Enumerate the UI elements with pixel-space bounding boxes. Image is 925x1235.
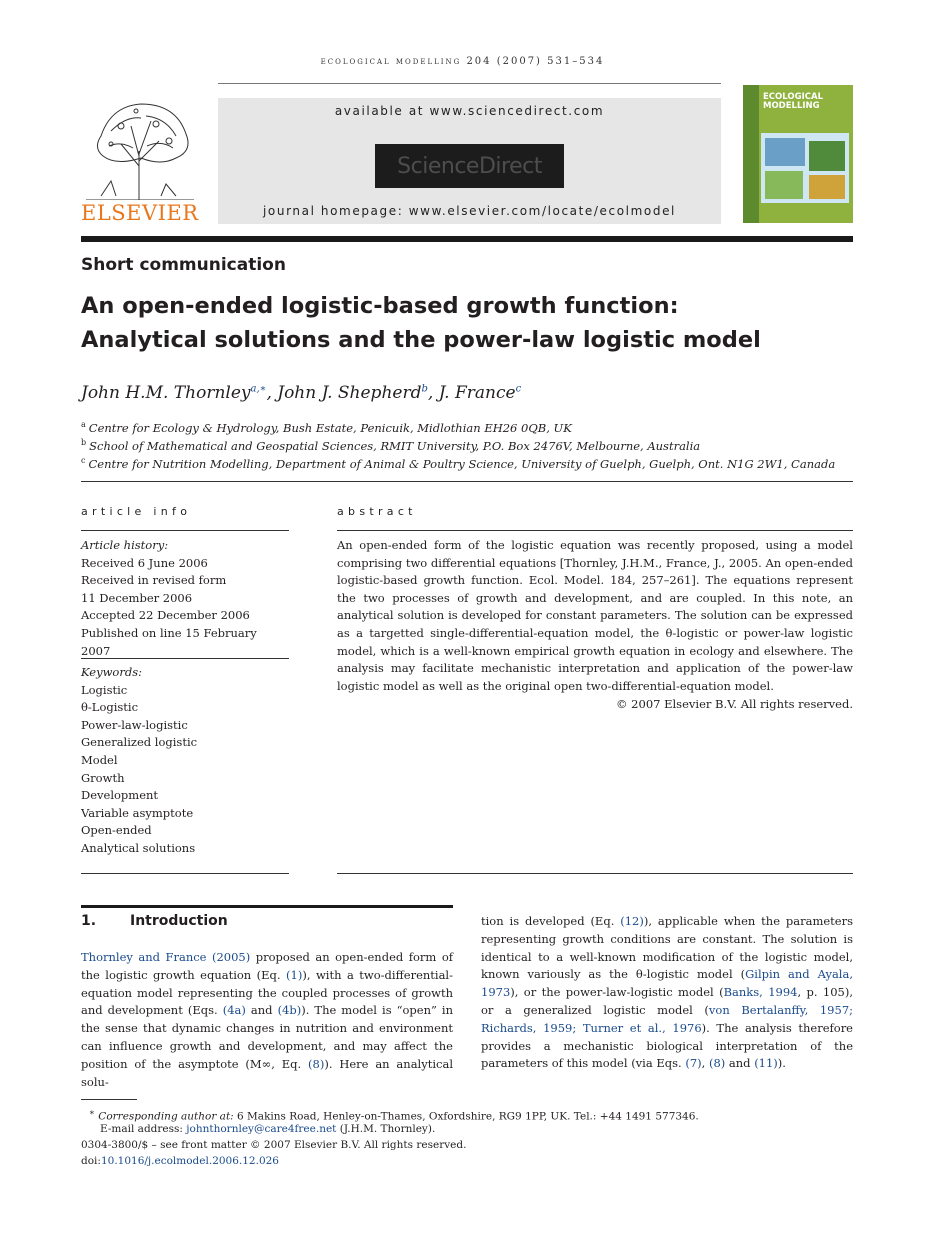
intro-column-1: Thornley and France (2005) proposed an open-ended form of the logistic growth equation (Eq. (1)), with a two-differential-equation model representing the coupled processes of growth and development (Eqs. (4a) and (4b)). The model is “open” in the sense that dynamic changes in nutrition and environment can influence growth and development, and may affect the position of the asymptote (M∞, Eq. (8)). Here an analytical solu- [81, 950, 454, 1089]
issn-line: 0304-3800/$ – see front matter © 2007 Elsevier B.V. All rights reserved. [81, 1139, 467, 1151]
journal-cover[interactable] [743, 85, 853, 223]
article-info-rule [81, 530, 289, 531]
affiliation: $^c$ Centre for Nutrition Modelling, Department of Animal & Poultry Science, University of Guelph, Guelph, Ont. N1G 2W1, Canada [81, 456, 836, 471]
header-rule [218, 83, 721, 84]
keyword: Power-law-logistic [81, 717, 188, 732]
masthead-rule [81, 236, 853, 242]
doi-line: doi:10.1016/j.ecolmodel.2006.12.026 [81, 1155, 279, 1167]
section-title: Introduction [130, 913, 228, 929]
history-label: Article history: [81, 538, 169, 552]
doi-link[interactable]: 10.1016/j.ecolmodel.2006.12.026 [100, 1155, 279, 1167]
history-item: Published on line 15 February 2007 [81, 625, 257, 658]
article-info-heading: article info [81, 505, 192, 518]
email-note: E-mail address: johnthornley@care4free.net (J.H.M. Thornley). [100, 1123, 436, 1135]
author-affil-link[interactable]: b [421, 383, 428, 395]
equation-link[interactable]: (8) [708, 1056, 726, 1071]
affiliation: $^a$ Centre for Ecology & Hydrology, Bush Estate, Penicuik, Midlothian EH26 0QB, UK [81, 420, 572, 435]
corresponding-author-note: ∗ Corresponding author at: 6 Makins Road, Henley-on-Thames, Oxfordshire, RG9 1PP, UK. Tel.: +44 1491 577346. [89, 1108, 699, 1123]
abstract-text: An open-ended form of the logistic equation was recently proposed, using a model comprising two differential equations [Thornley, J.H.M., France, J., 2005. An open-ended logistic-based growth function. Ecol. Model. 184, 257–261]. The equations represent the two processes of growth and development, and are coupled. In this note, an analytical solution is developed for constant parameters. The solution can be expressed as a targetted single-differential-equation model, the θ-logistic or power-law logistic model, which is a well-known empirical growth equation in ecology and elsewhere. The analysis may facilitate mechanistic interpretation and application of the power-law logistic model as well as the original open two-differential-equation model. [337, 538, 853, 693]
email-link[interactable]: johnthornley@care4free.net [186, 1123, 337, 1135]
equation-link[interactable]: (4b) [277, 1003, 302, 1018]
equation-link[interactable]: (4a) [222, 1003, 246, 1018]
author-affil-link[interactable]: a,∗ [250, 383, 267, 395]
keywords-label: Keywords: [81, 665, 142, 679]
title-line: Analytical solutions and the power-law logistic model [81, 327, 761, 353]
intro-column-2: tion is developed (Eq. (12)), applicable when the parameters representing growth conditions are constant. The solution is identical to a well-known modification of the logistic model, known variously as the θ-logistic model (Gilpin and Ayala, 1973), or the power-law-logistic model (Banks, 1994, p. 105), or a generalized logistic model (von Bertalanffy, 1957; Richards, 1959; Turner et al., 1976). The analysis therefore provides a mechanistic biological interpretation of the parameters of this model (via Eqs. (7), (8) and (11)). [481, 914, 854, 1071]
cover-title: ECOLOGICAL MODELLING [763, 92, 823, 111]
article-title [81, 289, 853, 357]
availability-text[interactable]: available at www.sciencedirect.com [334, 104, 605, 118]
citation-link[interactable]: Banks, 1994 [723, 985, 798, 1000]
equation-link[interactable]: (11) [754, 1056, 778, 1071]
article-type: Short communication [81, 255, 286, 275]
keywords-rule [81, 658, 289, 659]
section-number: 1. [81, 913, 97, 929]
citation-link[interactable]: Gilpin and Ayala, 1973 [481, 967, 853, 1000]
author-list: John H.M. Thornley$^{a,∗}$, John J. Shepherd$^b$, J. France$^c$ [81, 383, 522, 403]
keyword: Logistic [81, 682, 128, 697]
sciencedirect-logo[interactable]: ScienceDirect [375, 144, 564, 188]
elsevier-tree-logo [81, 96, 199, 200]
equation-link[interactable]: (12) [620, 914, 644, 928]
citation-link[interactable]: Thornley and France (2005) [81, 950, 251, 964]
elsevier-wordmark: ELSEVIER [81, 201, 199, 225]
equation-link[interactable]: (7) [685, 1056, 702, 1071]
equation-link[interactable]: (8) [308, 1056, 325, 1071]
article-info-bottom-rule [81, 873, 289, 874]
author-name: John H.M. Thornley [81, 383, 251, 403]
history-item: 11 December 2006 [81, 590, 193, 605]
running-head: ecological modelling 204 (2007) 531–534 [320, 56, 605, 67]
abstract-heading: abstract [337, 505, 417, 518]
keyword: Analytical solutions [81, 840, 196, 855]
article-history [81, 537, 289, 660]
keyword: Variable asymptote [81, 805, 194, 820]
keyword: Growth [81, 770, 125, 785]
equation-link[interactable]: (1) [286, 967, 303, 982]
journal-homepage-text[interactable]: journal homepage: www.elsevier.com/locate/ecolmodel [263, 204, 676, 218]
title-divider [81, 481, 853, 482]
history-item: Accepted 22 December 2006 [81, 608, 250, 623]
affiliation: $^b$ School of Mathematical and Geospatial Sciences, RMIT University, P.O. Box 2476V, Melbourne, Australia [81, 438, 701, 453]
citation-link[interactable]: von Bertalanffy, 1957; Richards, 1959; Turner et al., 1976 [481, 1002, 854, 1035]
author-name: John J. Shepherd [277, 383, 422, 403]
history-item: Received in revised form [81, 573, 227, 588]
abstract-rule [337, 530, 853, 531]
author-name: J. France [438, 383, 516, 403]
keyword: Development [81, 788, 159, 803]
abstract-bottom-rule [337, 873, 853, 874]
title-line: An open-ended logistic-based growth function: [81, 293, 679, 319]
copyright: © 2007 Elsevier B.V. All rights reserved. [616, 697, 853, 711]
section-heading [81, 913, 228, 929]
footnote-rule [81, 1099, 137, 1100]
keyword: θ-Logistic [81, 700, 139, 715]
keyword: Generalized logistic [81, 735, 198, 750]
keywords [81, 664, 289, 858]
history-item: Received 6 June 2006 [81, 555, 208, 570]
author-affil-link[interactable]: c [515, 383, 522, 395]
section-rule [81, 905, 453, 908]
cover-image [761, 133, 849, 203]
keyword: Open-ended [81, 823, 152, 838]
keyword: Model [81, 752, 118, 767]
